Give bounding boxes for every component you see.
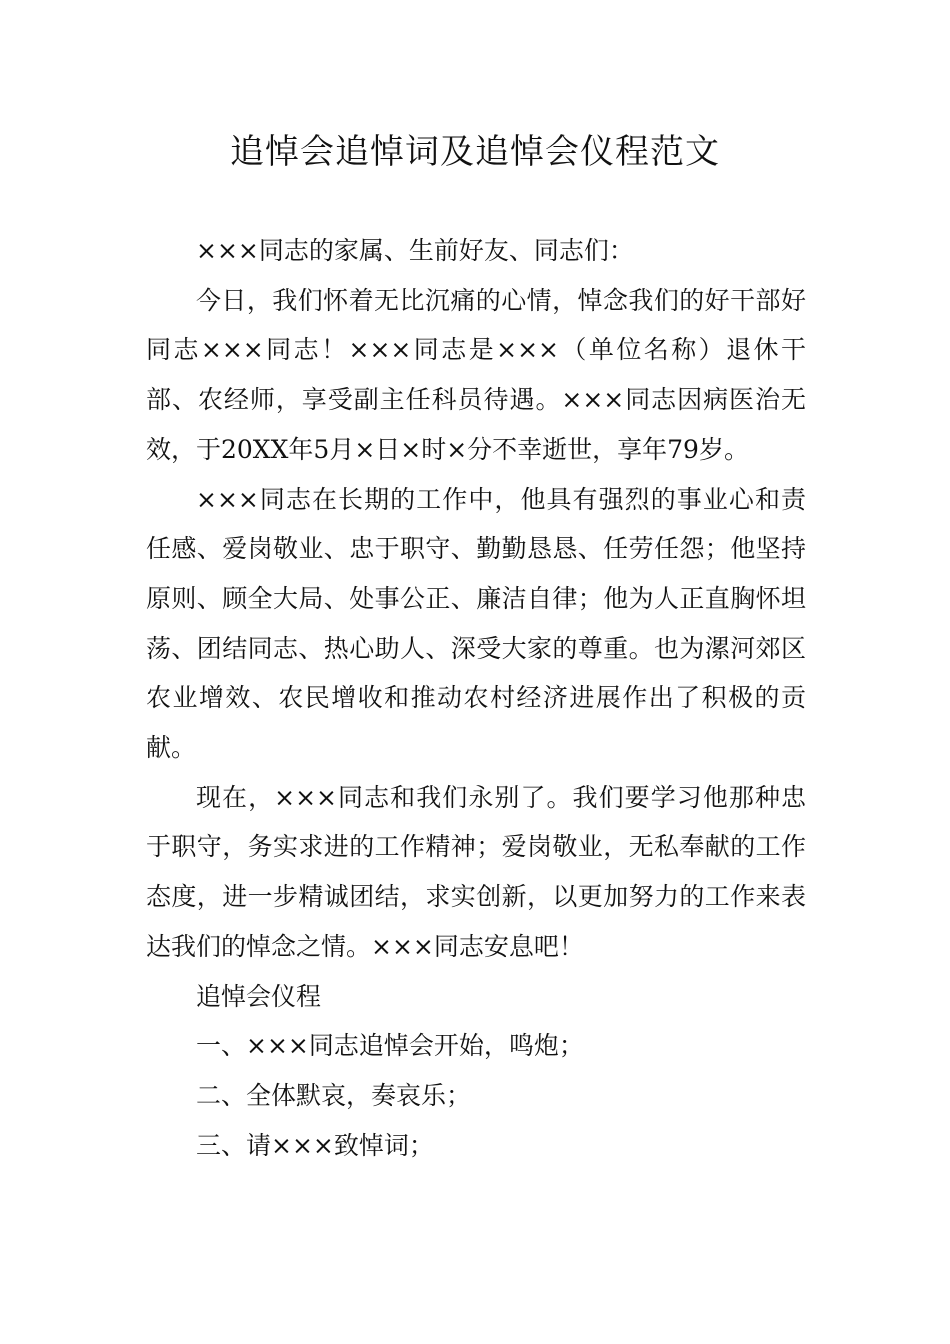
body-paragraph-3: 现在，×××同志和我们永别了。我们要学习他那种忠于职守，务实求进的工作精神；爱岗敬业，无私奉献的工作态度，进一步精诚团结，求实创新，以更加努力的工作来表达我们的悼念之情。×××同志安息吧！: [146, 782, 806, 961]
document-title: 追悼会追悼词及追悼会仪程范文: [230, 132, 720, 172]
ceremony-heading: 追悼会仪程: [196, 981, 322, 1011]
document-body: [146, 226, 806, 1170]
body-paragraph-1: 今日，我们怀着无比沉痛的心情，悼念我们的好干部好同志×××同志！×××同志是×××（单位名称）退休干部、农经师，享受副主任科员待遇。×××同志因病医治无效，于20XX年5月×日×时×分不幸逝世，享年79岁。: [146, 285, 806, 464]
ceremony-step-1: 一、×××同志追悼会开始，鸣炮；: [196, 1031, 584, 1061]
ceremony-step-3: 三、请×××致悼词；: [196, 1130, 434, 1160]
salutation-paragraph: ×××同志的家属、生前好友、同志们：: [196, 236, 634, 265]
ceremony-step-2: 二、全体默哀，奏哀乐；: [196, 1080, 472, 1110]
body-paragraph-2: ×××同志在长期的工作中，他具有强烈的事业心和责任感、爱岗敬业、忠于职守、勤勤恳恳、任劳任怨；他坚持原则、顾全大局、处事公正、廉洁自律；他为人正直胸怀坦荡、团结同志、热心助人、深受大家的尊重。也为漯河郊区农业增效、农民增收和推动农村经济进展作出了积极的贡献。: [146, 484, 806, 763]
